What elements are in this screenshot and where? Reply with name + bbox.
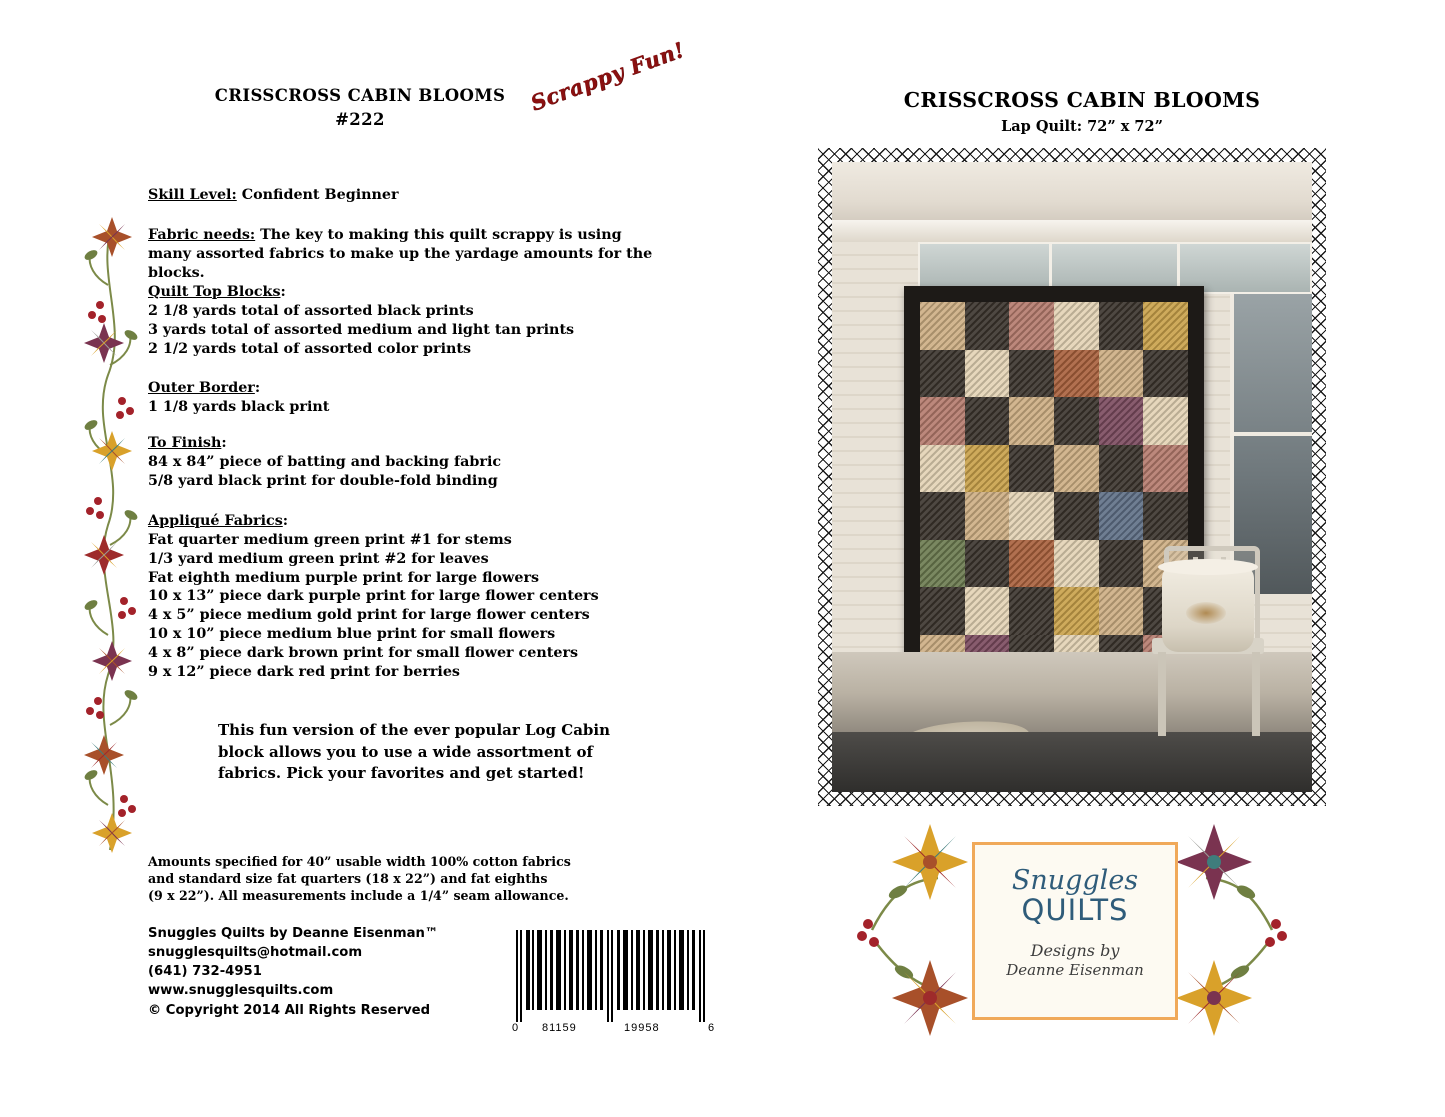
section-line: 4 x 8” piece dark brown print for small flower centers [148, 645, 579, 662]
skill-level-line [148, 186, 399, 205]
section-line: 2 1/8 yards total of assorted black prints [148, 302, 474, 319]
porch-ceiling [832, 162, 1312, 228]
section-applique-fabrics [148, 512, 618, 682]
barcode-group-1: 81159 [542, 1022, 577, 1034]
fabric-fineprint [148, 853, 598, 904]
fabric-needs-label: Fabric needs: [148, 227, 256, 243]
section-heading: Outer Border: [148, 380, 261, 396]
barcode-group-2: 19958 [624, 1022, 660, 1034]
logo-tagline: Designs by [1030, 941, 1120, 961]
logo-card [972, 842, 1178, 1020]
section-line: 1 1/8 yards black print [148, 398, 330, 415]
front-cover-page [722, 0, 1445, 1117]
section-line: 10 x 13” piece dark purple print for large flower centers [148, 588, 599, 605]
chair-leg-left [1158, 652, 1166, 736]
section-heading: Appliqué Fabrics: [148, 513, 289, 529]
copyright-notice: © Copyright 2014 All Rights Reserved [148, 1002, 431, 1018]
section-line: 10 x 10” piece medium blue print for small flowers [148, 626, 556, 643]
contact-info [148, 924, 508, 1020]
section-line: Fat eighth medium purple print for large flowers [148, 569, 540, 586]
section-line: Fat quarter medium green print #1 for stems [148, 531, 512, 548]
fabric-needs-text: The key to making this quilt scrappy is using many assorted fabrics to make up the yardage amounts for the blocks. [148, 227, 653, 281]
section-line: 2 1/2 yards total of assorted color prints [148, 340, 472, 357]
section-heading: Quilt Top Blocks: [148, 284, 286, 300]
section-to-finish [148, 434, 568, 491]
section-line: 3 yards total of assorted medium and light tan prints [148, 321, 575, 338]
section-quilt-top-blocks [148, 283, 618, 358]
crock-rim [1158, 559, 1258, 575]
back-title-pattern-number: #222 [335, 109, 385, 129]
porch-beam [832, 220, 1312, 244]
barcode-digit-right: 6 [708, 1022, 716, 1034]
website-url[interactable]: www.snugglesquilts.com [148, 983, 334, 999]
floral-vine-decoration [78, 215, 150, 860]
phone-number: (641) 732-4951 [148, 964, 262, 980]
scrappy-fun-badge: Scrappy Fun! [527, 36, 688, 116]
fabric-needs-block [148, 226, 668, 283]
brand-name-quilts: QUILTS [1021, 893, 1129, 928]
crock-marking [1186, 602, 1226, 624]
logo-designer-name: Deanne Eisenman [1006, 961, 1144, 980]
photo-frame [818, 148, 1326, 806]
skill-level-label: Skill Level: [148, 187, 237, 203]
barcode-digits [512, 1022, 728, 1036]
back-cover-page [0, 0, 722, 1117]
email-address[interactable]: snugglesquilts@hotmail.com [148, 945, 363, 961]
fineprint-line: (9 x 22”). All measurements include a 1/4” seam allowance. [148, 888, 569, 904]
barcode [512, 930, 728, 1036]
quilt-photo [832, 162, 1312, 792]
chair-leg-right [1252, 652, 1260, 736]
back-cover-title [140, 84, 580, 132]
section-outer-border [148, 379, 568, 417]
fineprint-line: Amounts specified for 40” usable width 100% cotton fabrics [148, 854, 571, 869]
fineprint-line: and standard size fat quarters (18 x 22”) and fat eighths [148, 871, 548, 887]
front-cover-title: CRISSCROSS CABIN BLOOMS [903, 88, 1261, 112]
section-heading: To Finish: [148, 435, 227, 451]
front-cover-subtitle: Lap Quilt: 72” x 72” [1001, 118, 1163, 135]
barcode-bars [512, 930, 716, 1022]
section-line: 9 x 12” piece dark red print for berries [148, 663, 460, 680]
company-name: Snuggles Quilts by Deanne Eisenman™ [148, 926, 439, 941]
section-line: 4 x 5” piece medium gold print for large flower centers [148, 607, 590, 624]
section-line: 5/8 yard black print for double-fold binding [148, 472, 498, 489]
stoneware-crock [1162, 566, 1254, 652]
back-title-line1: CRISSCROSS CABIN BLOOMS [214, 86, 506, 105]
foreground-mat [832, 732, 1312, 792]
barcode-digit-left: 0 [512, 1022, 520, 1034]
section-line: 84 x 84” piece of batting and backing fabric [148, 453, 502, 470]
skill-level-value: Confident Beginner [236, 187, 399, 203]
pattern-description: This fun version of the ever popular Log Cabin block allows you to use a wide assortment of fabrics. Pick your favorites and get started! [218, 721, 611, 783]
brand-logo [852, 820, 1292, 1050]
brand-name-snuggles: Snuggles [1011, 865, 1139, 896]
section-line: 1/3 yard medium green print #2 for leaves [148, 550, 489, 567]
